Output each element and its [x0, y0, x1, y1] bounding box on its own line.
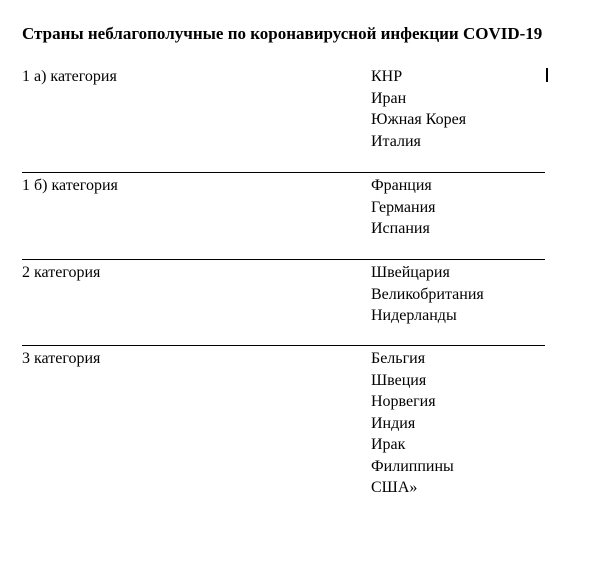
country-item: США»: [371, 479, 418, 496]
category-row: [22, 172, 545, 259]
country-list: [371, 262, 484, 327]
country-item: Иран: [371, 89, 407, 107]
category-row: [22, 345, 545, 506]
country-item: Нидерланды: [371, 307, 457, 324]
category-label: 2 категория: [22, 264, 101, 281]
category-label: 1 б) категория: [22, 177, 118, 194]
country-list: [371, 348, 454, 499]
country-item: Великобритания: [371, 285, 484, 303]
country-list: [371, 66, 466, 152]
country-item: Норвегия: [371, 393, 436, 410]
country-item: КНР: [371, 68, 403, 85]
country-item: Швейцария: [371, 264, 450, 281]
country-item: Швеция: [371, 371, 427, 389]
document-title: Страны неблагополучные по коронавирусной инфекции COVID-19: [22, 24, 543, 43]
country-item: Индия: [371, 414, 416, 432]
country-item: Испания: [371, 220, 430, 237]
category-label: 3 категория: [22, 350, 101, 367]
country-item: Германия: [371, 198, 436, 216]
country-item: Филиппины: [371, 457, 454, 475]
country-item: Италия: [371, 132, 421, 150]
text-cursor: [546, 68, 548, 82]
country-item: Ирак: [371, 436, 406, 453]
country-item: Бельгия: [371, 350, 426, 367]
category-label: 1 а) категория: [22, 68, 117, 85]
country-item: Франция: [371, 177, 432, 194]
category-row: [22, 66, 545, 172]
category-row: [22, 259, 545, 346]
country-item: Южная Корея: [371, 111, 467, 128]
country-list: [371, 175, 436, 240]
